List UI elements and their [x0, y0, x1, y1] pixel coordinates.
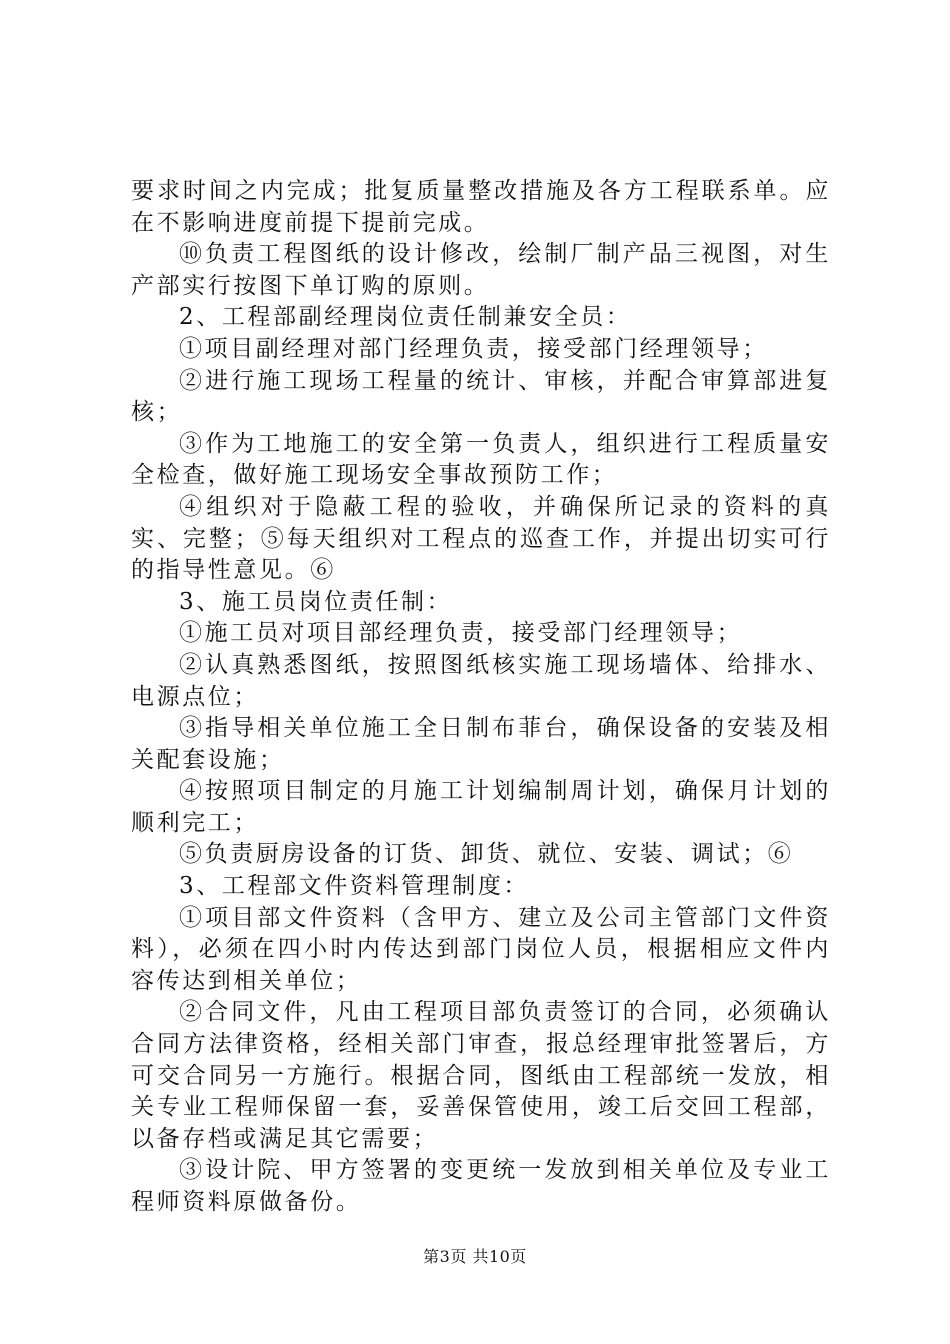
list-item: ④组织对于隐蔽工程的验收，并确保所记录的资料的真实、完整；⑤每天组织对工程点的巡查工作，并提出切实可行的指导性意见。⑥ — [131, 493, 831, 584]
section-heading: 3、施工员岗位责任制： — [179, 588, 453, 615]
list-item: ①项目副经理对部门经理负责，接受部门经理领导； — [179, 335, 768, 362]
page-number-footer: 第3页 共10页 — [423, 1247, 527, 1266]
list-item: ④按照项目制定的月施工计划编制周计划，确保月计划的顺利完工； — [131, 778, 831, 836]
list-item: ②进行施工现场工程量的统计、审核，并配合审算部进复核； — [131, 367, 831, 426]
paragraph: 要求时间之内完成；批复质量整改措施及各方工程联系单。应在不影响进度前提下提前完成。 — [131, 178, 831, 236]
section-heading: 2、工程部副经理岗位责任制兼安全员： — [179, 304, 632, 331]
list-item: ①施工员对项目部经理负责，接受部门经理领导； — [179, 620, 743, 647]
list-item: ③作为工地施工的安全第一负责人，组织进行工程质量安全检查，做好施工现场安全事故预防工作； — [131, 430, 831, 489]
paragraph: ⑩负责工程图纸的设计修改，绘制厂制产品三视图，对生产部实行按图下单订购的原则。 — [131, 241, 831, 299]
list-item: ①项目部文件资料（含甲方、建立及公司主管部门文件资料），必须在四小时内传达到部门岗位人员，根据相应文件内容传达到相关单位； — [131, 904, 831, 994]
list-item: ③设计院、甲方签署的变更统一发放到相关单位及专业工程师资料原做备份。 — [131, 1157, 831, 1215]
section-heading: 3、工程部文件资料管理制度： — [179, 873, 530, 900]
list-item: ②合同文件，凡由工程项目部负责签订的合同，必须确认合同方法律资格，经相关部门审查，报总经理审批签署后，方可交合同另一方施行。根据合同，图纸由工程部统一发放，相关专业工程师保留一套，妥善保管使用，竣工后交回工程部，以备存档或满足其它需要； — [131, 999, 831, 1152]
list-item: ③指导相关单位施工全日制布菲台，确保设备的安装及相关配套设施； — [131, 715, 831, 773]
list-item: ②认真熟悉图纸，按照图纸核实施工现场墙体、给排水、电源点位； — [131, 651, 831, 710]
document-body — [131, 176, 831, 1219]
list-item: ⑤负责厨房设备的订货、卸货、就位、安装、调试；⑥ — [179, 841, 794, 868]
